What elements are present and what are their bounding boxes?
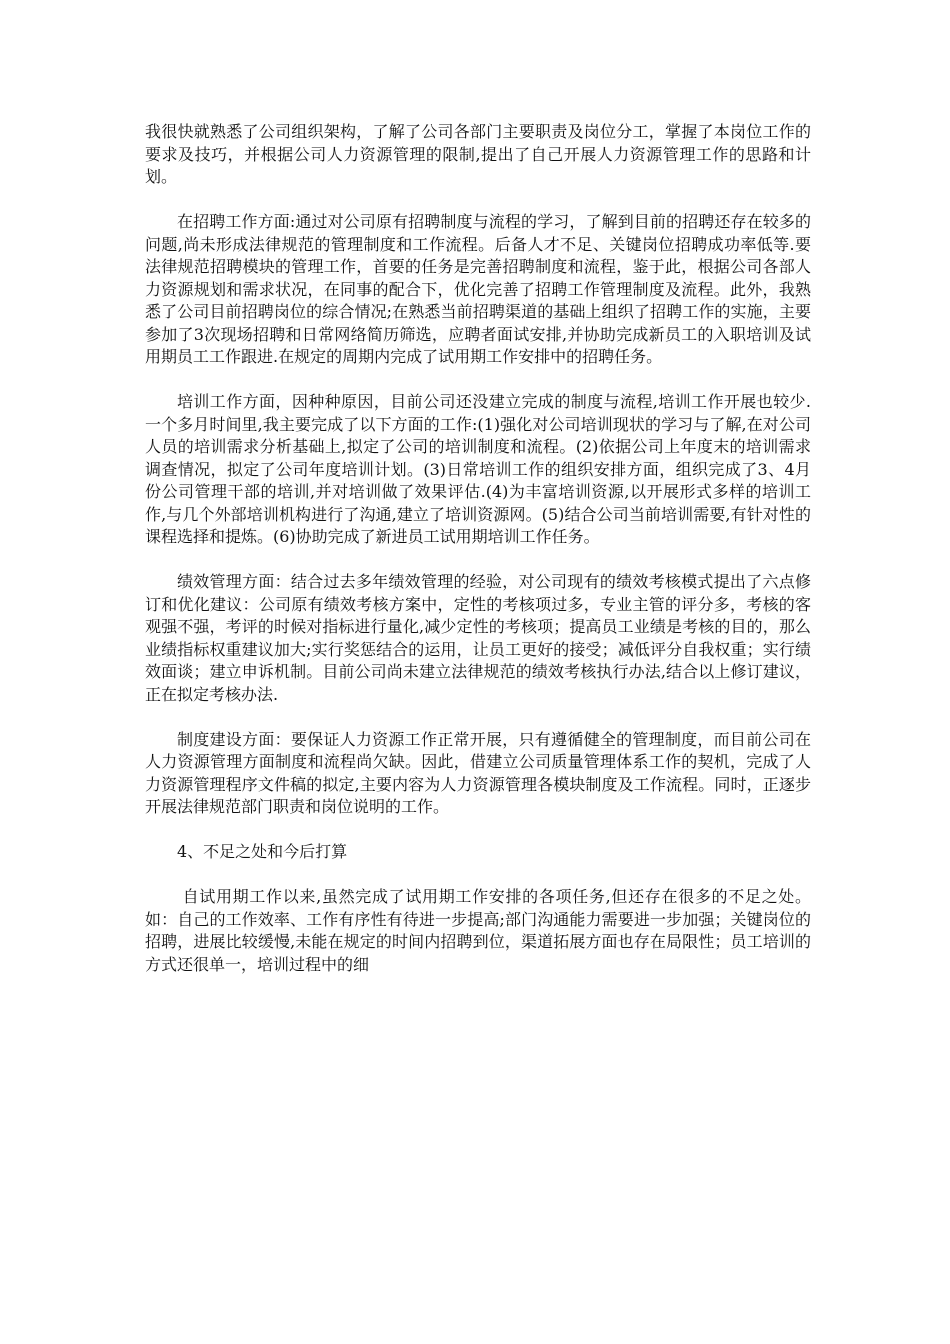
paragraph-intro: 我很快就熟悉了公司组织架构，了解了公司各部门主要职责及岗位分工，掌握了本岗位工作的要求及技巧，并根据公司人力资源管理的限制,提出了自己开展人力资源管理工作的思路和计划。 [145,122,811,186]
paragraph-training: 培训工作方面，因种种原因，目前公司还没建立完成的制度与流程,培训工作开展也较少.一个多月时间里,我主要完成了以下方面的工作:(1)强化对公司培训现状的学习与了解,在对公司人员的培训需求分析基础上,拟定了公司的培训制度和流程。(2)依据公司上年度末的培训需求调查情况，拟定了公司年度培训计划。(3)日常培训工作的组织安排方面，组织完成了3、4月份公司管理干部的培训,并对培训做了效果评估.(4)为丰富培训资源,以开展形式多样的培训工作,与几个外部培训机构进行了沟通,建立了培训资源网。(5)结合公司当前培训需要,有针对性的课程选择和提炼。(6)协助完成了新进员工试用期培训工作任务。 [145,392,811,546]
section-heading: 4、不足之处和今后打算 [177,842,348,861]
paragraph-performance: 绩效管理方面：结合过去多年绩效管理的经验，对公司现有的绩效考核模式提出了六点修订和优化建议：公司原有绩效考核方案中，定性的考核项过多，专业主管的评分多，考核的客观强不强，考评的时候对指标进行量化,减少定性的考核项；提高员工业绩是考核的目的，那么业绩指标权重建议加大;实行奖惩结合的运用，让员工更好的接受；减低评分自我权重；实行绩效面谈；建立申诉机制。目前公司尚未建立法律规范的绩效考核执行办法,结合以上修订建议，正在拟定考核办法. [145,572,811,704]
paragraph-recruitment: 在招聘工作方面:通过对公司原有招聘制度与流程的学习，了解到目前的招聘还存在较多的问题,尚未形成法律规范的管理制度和工作流程。后备人才不足、关键岗位招聘成功率低等.要法律规范招聘模块的管理工作，首要的任务是完善招聘制度和流程，鉴于此，根据公司各部人力资源规划和需求状况，在同事的配合下，优化完善了招聘工作管理制度及流程。此外，我熟悉了公司目前招聘岗位的综合情况;在熟悉当前招聘渠道的基础上组织了招聘工作的实施，主要参加了3次现场招聘和日常网络简历筛选，应聘者面试安排,并协助完成新员工的入职培训及试用期员工工作跟进.在规定的周期内完成了试用期工作安排中的招聘任务。 [145,212,811,366]
document-body [145,121,811,999]
paragraph-system-building: 制度建设方面：要保证人力资源工作正常开展，只有遵循健全的管理制度，而目前公司在人力资源管理方面制度和流程尚欠缺。因此，借建立公司质量管理体系工作的契机，完成了人力资源管理程序文件稿的拟定,主要内容为人力资源管理各模块制度及工作流程。同时，正逐步开展法律规范部门职责和岗位说明的工作。 [145,729,811,816]
paragraph-shortcomings: 自试用期工作以来,虽然完成了试用期工作安排的各项任务,但还存在很多的不足之处。如：自己的工作效率、工作有序性有待进一步提高;部门沟通能力需要进一步加强；关键岗位的招聘，进展比较缓慢,未能在规定的时间内招聘到位，渠道拓展方面也存在局限性；员工培训的方式还很单一，培训过程中的细 [145,887,811,974]
